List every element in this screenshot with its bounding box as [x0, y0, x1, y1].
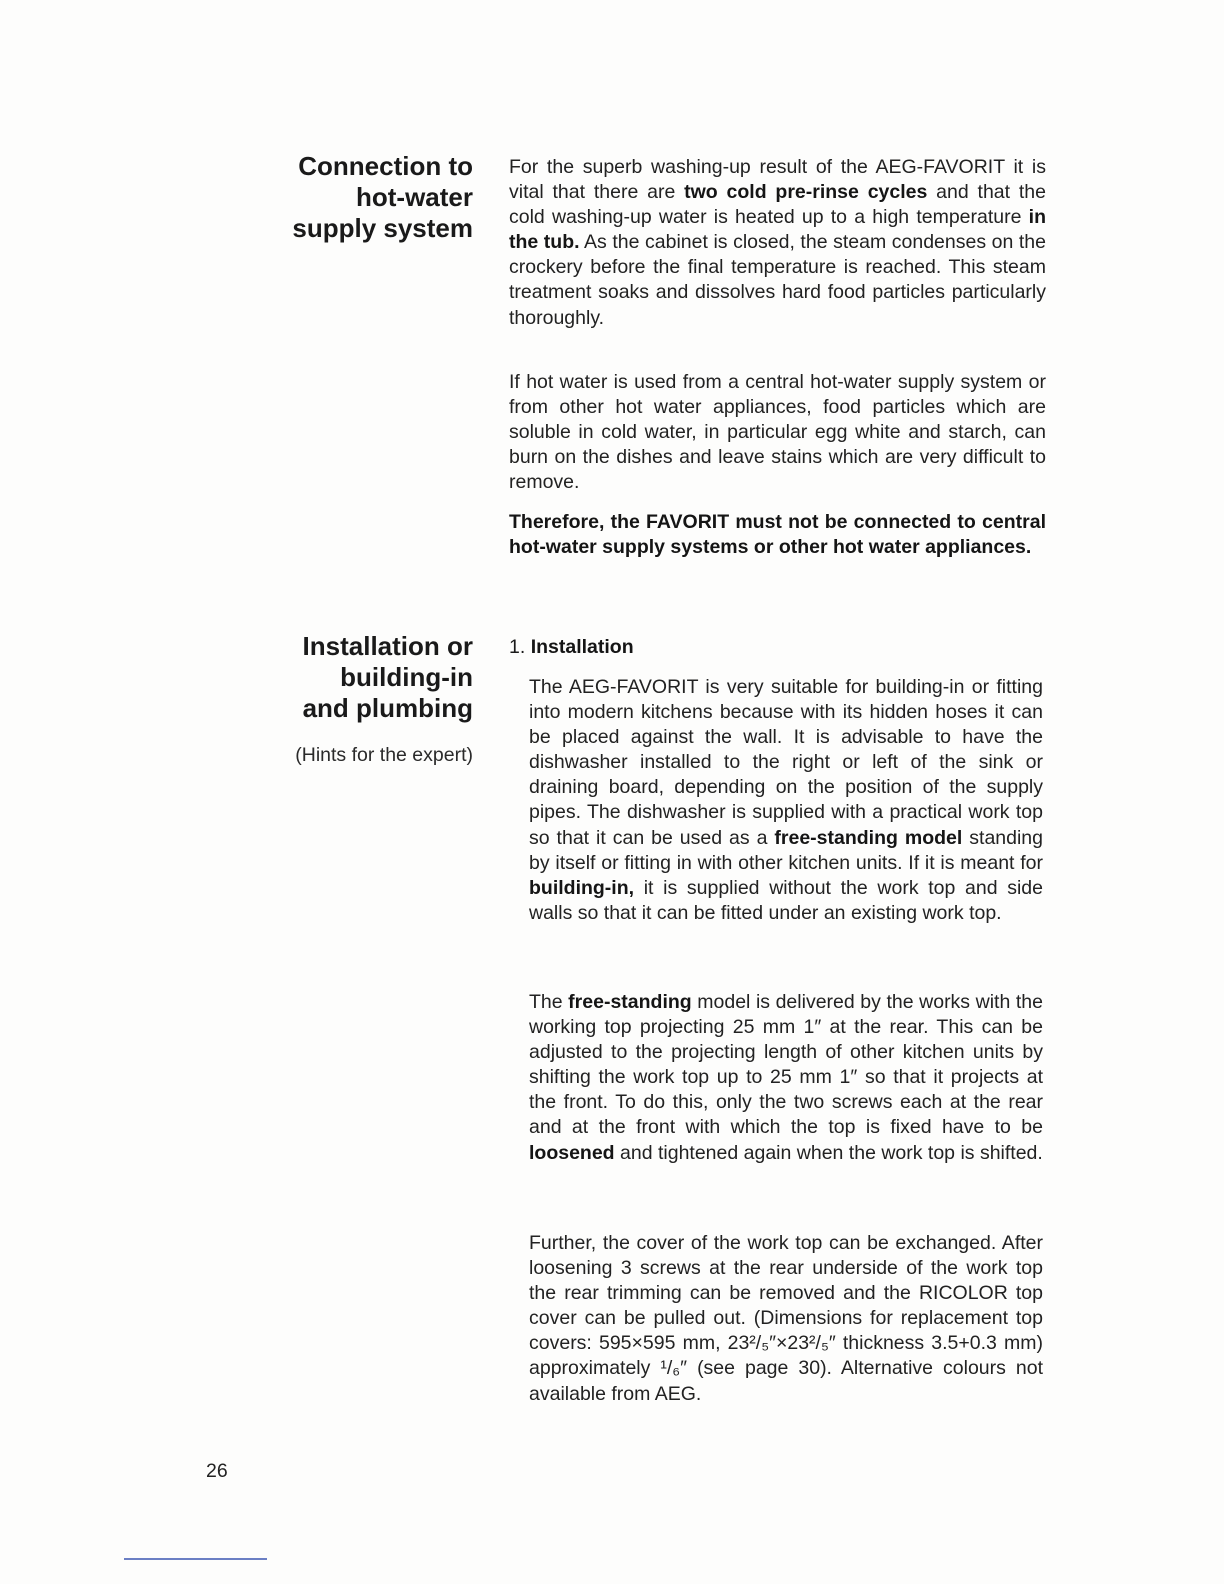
heading-line: supply system — [292, 213, 473, 243]
emphasis: free-standing model — [774, 826, 963, 849]
heading-line: Installation or — [302, 631, 473, 661]
section-body-hot-water-2 — [509, 370, 1046, 495]
section-body-installation-2 — [529, 990, 1043, 1166]
emphasis: free-standing — [568, 991, 692, 1013]
paragraph: Further, the cover of the work top can be exchanged. After loosening 3 screws at the rear underside of the work top the rear trimming can be removed and the RICOLOR top cover can be pulled out. (Dimensions for replacement top covers: 595×595 mm, 23²/₅″×23²/₅″ thickness 3.5+0.3 mm) approximately ¹/₆″ (see page 30). Alternative colours not available from AEG. — [529, 1232, 1043, 1405]
section-body-hot-water — [509, 155, 1046, 331]
heading-line: Connection to — [298, 151, 473, 181]
heading-line: building-in — [340, 662, 473, 692]
emphasis: two cold pre-rinse cycles — [684, 181, 928, 204]
heading-line: and plumbing — [302, 693, 473, 723]
page-number: 26 — [206, 1460, 228, 1482]
subheading-title: Installation — [530, 636, 634, 658]
subheading-installation — [509, 635, 634, 660]
emphasis: loosened — [529, 1141, 615, 1164]
paragraph: If hot water is used from a central hot-water supply system or from other hot water appliances, food particles which are soluble in cold water, in particular egg white and starch, can burn on the dishes and leave stains which are very difficult to remove. — [509, 371, 1046, 494]
section-body-installation-1 — [529, 675, 1043, 926]
section-heading-hot-water — [292, 151, 473, 244]
emphasis: in the tub. — [509, 206, 1046, 254]
warning-text: Therefore, the FAVORIT must not be connected to central hot-water supply systems or other hot water appliances. — [509, 511, 1046, 559]
emphasis: building-in, — [529, 876, 635, 899]
expert-hint: (Hints for the expert) — [295, 744, 473, 766]
bottom-rule — [124, 1558, 267, 1560]
section-heading-installation — [303, 631, 473, 724]
warning-paragraph — [509, 510, 1046, 560]
paragraph: The free-standing model is delivered by the works with the working top projecting 25 mm 1″ at the rear. This can be adjusted to the projecting length of other kitchen units by shifting the work top up to 25 mm 1″ so that it projects at the front. To do this, only the two screws each at the rear and at the front with which the top is fixed have to be loosened and tightened again when the work top is shifted. — [529, 991, 1043, 1164]
paragraph: For the superb washing-up result of the AEG-FAVORIT it is vital that there are two cold pre-rinse cycles and that the cold washing-up water is heated up to a high temperature in the tub. As the cabinet is closed, the steam condenses on the crockery before the final temperature is reached. This steam treatment soaks and dissolves hard food particles particularly thoroughly. — [509, 156, 1046, 329]
paragraph: The AEG-FAVORIT is very suitable for building-in or fitting into modern kitchens because with its hidden hoses it can be placed against the wall. It is advisable to have the dishwasher installed to the right or left of the sink or draining board, depending on the position of the supply pipes. The dishwasher is supplied with a practical work top so that it can be used as a free-standing model standing by itself or fitting in with other kitchen units. If it is meant for building-in, it is supplied without the work top and side walls so that it can be fitted under an existing work top. — [529, 676, 1043, 924]
heading-line: hot-water — [356, 182, 473, 212]
section-body-installation-3 — [529, 1231, 1043, 1407]
subheading-number: 1. — [509, 636, 526, 658]
